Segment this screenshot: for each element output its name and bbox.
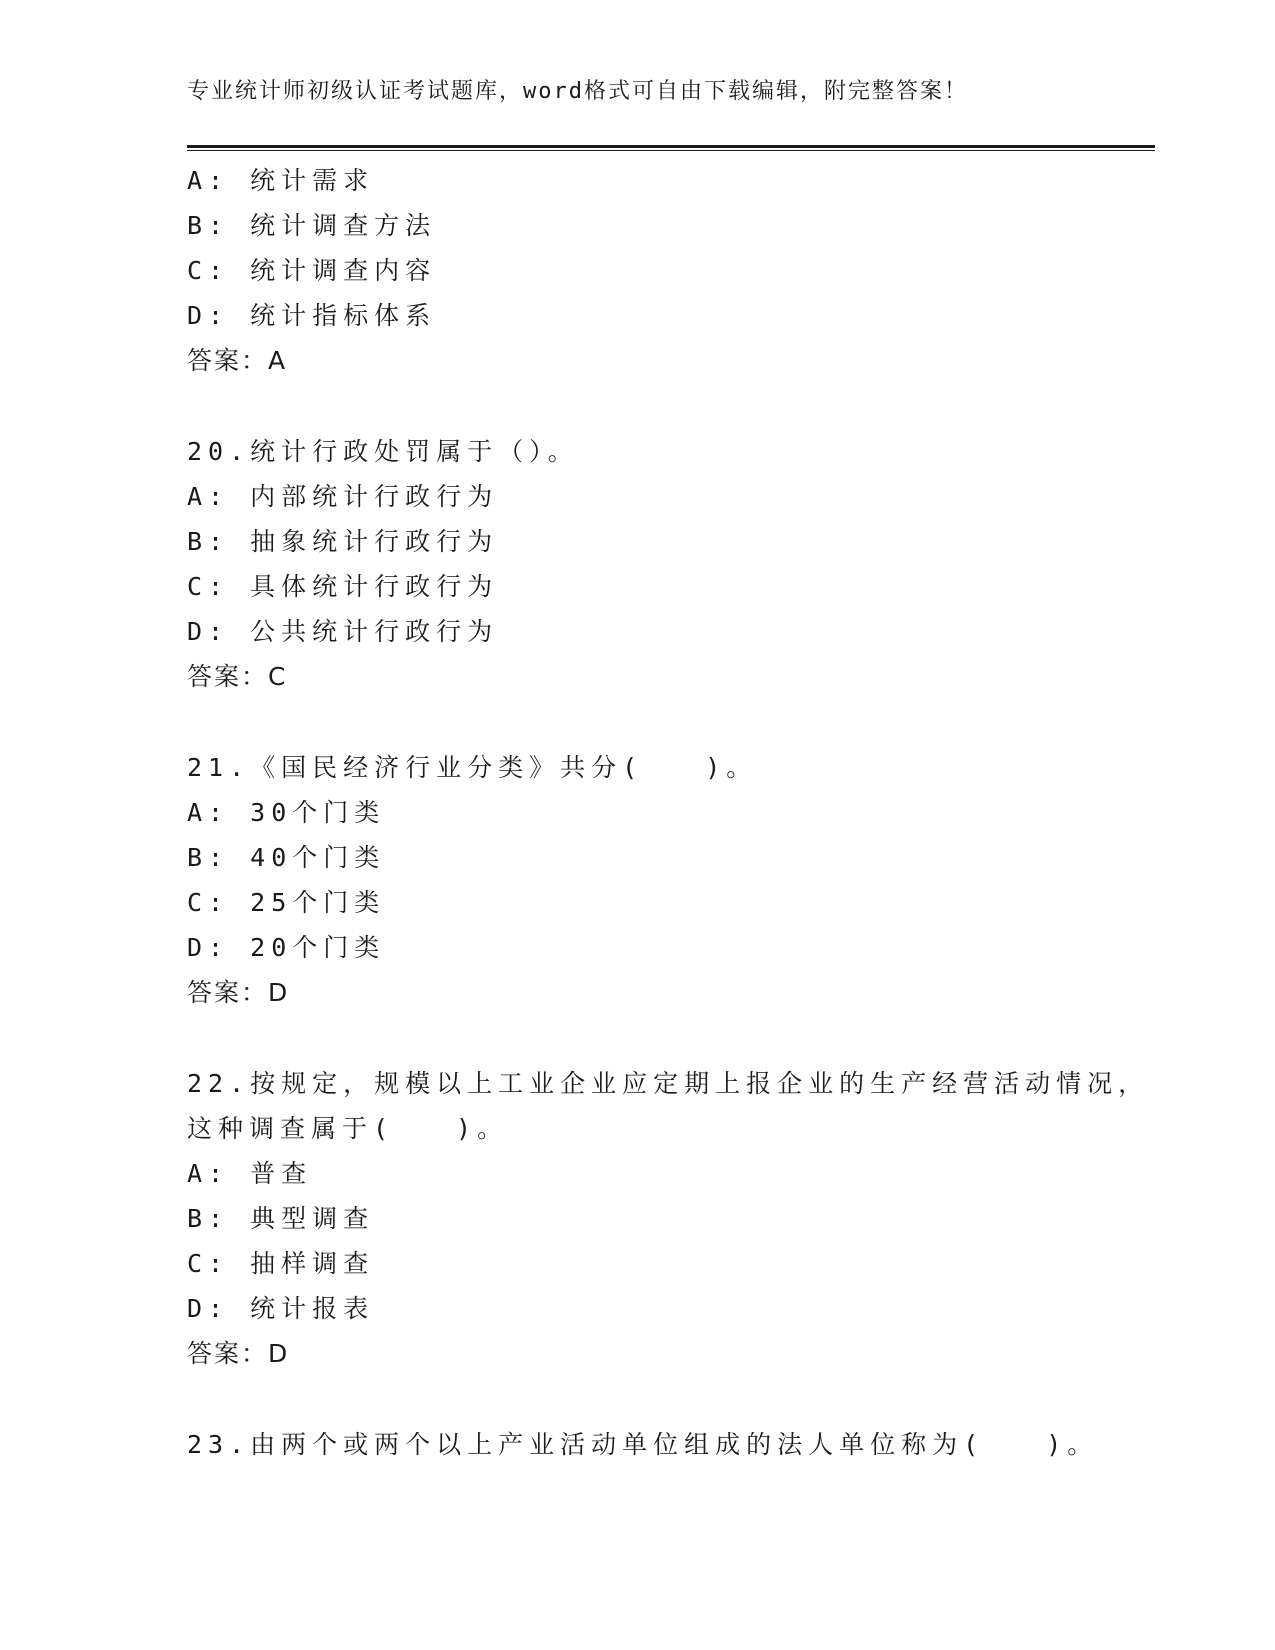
option-d: D: 20个门类 [187,933,386,962]
question-stem: 21.《国民经济行业分类》共分( )。 [187,753,758,782]
question-stem: 23.由两个或两个以上产业活动单位组成的法人单位称为( )。 [187,1430,1099,1459]
option-d: D: 统计指标体系 [187,301,437,330]
answer-line: 答案：D [187,1339,290,1368]
option-a: A: 内部统计行政行为 [187,482,499,511]
question-stem-continued: 这种调查属于( )。 [187,1114,509,1143]
answer-line: 答案：D [187,978,290,1007]
question-list [187,158,1150,1467]
question-stem: 20.统计行政处罚属于（）。 [187,437,579,466]
answer-line: 答案：A [187,346,288,375]
option-d: D: 公共统计行政行为 [187,617,499,646]
option-b: B: 统计调查方法 [187,211,437,240]
option-c: C: 统计调查内容 [187,256,437,285]
option-a: A: 统计需求 [187,166,375,195]
question-21 [187,745,1087,1015]
spacer [187,383,1087,429]
option-c: C: 具体统计行政行为 [187,572,499,601]
option-a: A: 普查 [187,1159,313,1188]
spacer [187,699,1087,745]
option-d: D: 统计报表 [187,1294,375,1323]
option-c: C: 抽样调查 [187,1249,375,1278]
question-stem: 22.按规定，规模以上工业企业应定期上报企业的生产经营活动情况， [187,1069,1150,1098]
option-c: C: 25个门类 [187,888,386,917]
question-22 [187,1061,1150,1376]
page-header: 专业统计师初级认证考试题库，word格式可自由下载编辑，附完整答案！ [187,79,968,104]
question-19 [187,158,1087,383]
option-b: B: 抽象统计行政行为 [187,527,499,556]
header-divider [187,145,1155,151]
option-b: B: 典型调查 [187,1204,375,1233]
option-b: B: 40个门类 [187,843,386,872]
question-23 [187,1422,1099,1467]
question-20 [187,429,1087,699]
spacer [187,1376,1087,1422]
option-a: A: 30个门类 [187,798,386,827]
spacer [187,1015,1087,1061]
answer-line: 答案：C [187,662,288,691]
